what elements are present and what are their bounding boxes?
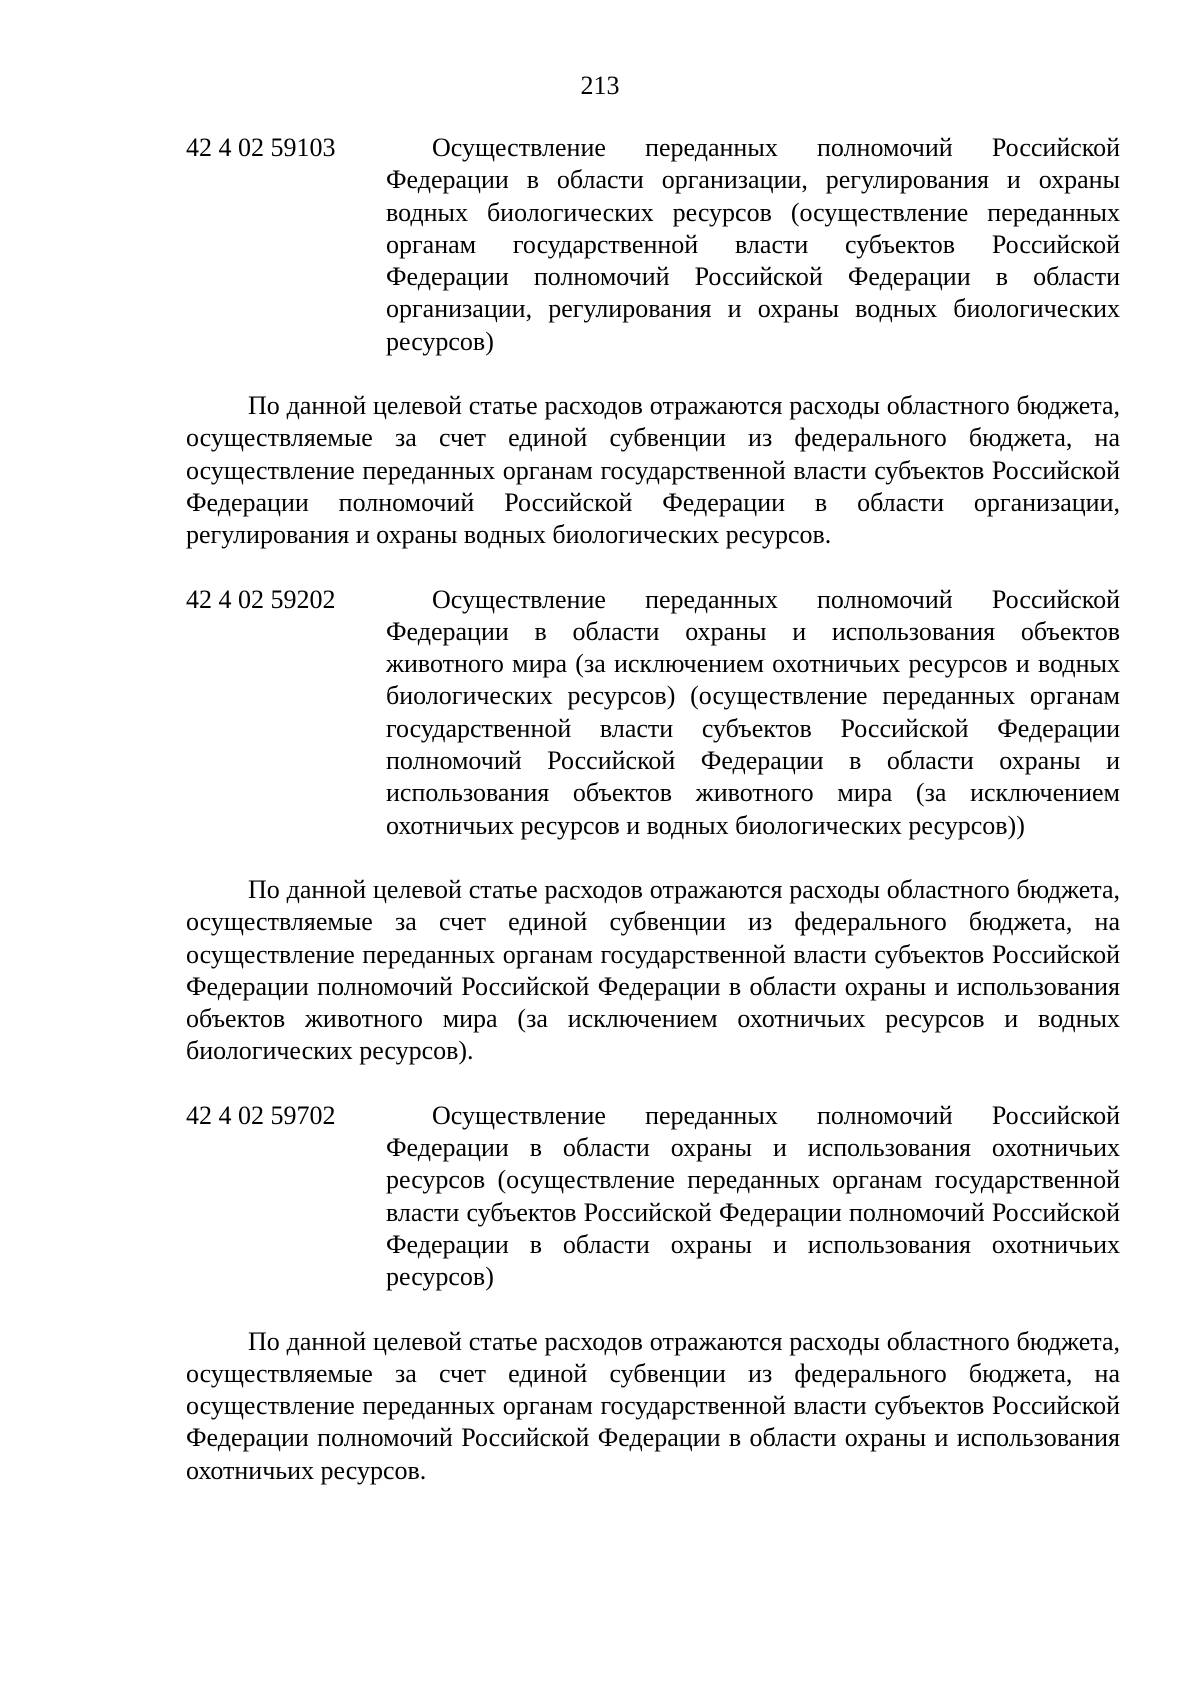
target-article-description: По данной целевой статье расходов отражаются расходы областного бюджета, осуществляемые за счет единой субвенции из федерального бюджета, на осуществление переданных органам государственной власти субъектов Российской Федерации полномочий Российской Федерации в области охраны и использования охотничьих ресурсов. [186, 1326, 1120, 1485]
target-article-code: 42 4 02 59202 [186, 584, 336, 614]
document-content [186, 132, 1120, 1487]
target-article-title: Осуществление переданных полномочий Российской Федерации в области охраны и использования охотничьих ресурсов (осуществление переданных органам государственной власти субъектов Российской Федерации полномочий Российской Федерации в области охраны и использования охотничьих ресурсов) [386, 1100, 1120, 1292]
spacer [186, 842, 1120, 874]
spacer [186, 1294, 1120, 1326]
target-article-code: 42 4 02 59103 [186, 133, 336, 162]
target-article-entry [186, 1100, 1120, 1294]
spacer [186, 1068, 1120, 1100]
target-article-entry [186, 584, 1120, 842]
target-article-entry [186, 132, 1120, 358]
target-article-description: По данной целевой статье расходов отражаются расходы областного бюджета, осуществляемые за счет единой субвенции из федерального бюджета, на осуществление переданных органам государственной власти субъектов Российской Федерации полномочий Российской Федерации в области организации, регулирования и охраны водных биологических ресурсов. [186, 391, 1120, 550]
target-article-title: Осуществление переданных полномочий Российской Федерации в области организации, регулирования и охраны водных биологических ресурсов (осуществление переданных органам государственной власти субъектов Российской Федерации полномочий Российской Федерации в области организации, регулирования и охраны водных биологических ресурсов) [386, 133, 1120, 356]
page-number: 213 [580, 71, 620, 100]
target-article-code: 42 4 02 59702 [186, 1100, 336, 1130]
spacer [186, 552, 1120, 584]
target-article-description: По данной целевой статье расходов отражаются расходы областного бюджета, осуществляемые за счет единой субвенции из федерального бюджета, на осуществление переданных органам государственной власти субъектов Российской Федерации полномочий Российской Федерации в области охраны и использования объектов животного мира (за исключением охотничьих ресурсов и водных биологических ресурсов). [186, 874, 1120, 1066]
target-article-title: Осуществление переданных полномочий Российской Федерации в области охраны и использования объектов животного мира (за исключением охотничьих ресурсов и водных биологических ресурсов) (осуществление переданных органам государственной власти субъектов Российской Федерации полномочий Российской Федерации в области охраны и использования объектов животного мира (за исключением охотничьих ресурсов и водных биологических ресурсов)) [386, 584, 1120, 840]
spacer [186, 358, 1120, 390]
